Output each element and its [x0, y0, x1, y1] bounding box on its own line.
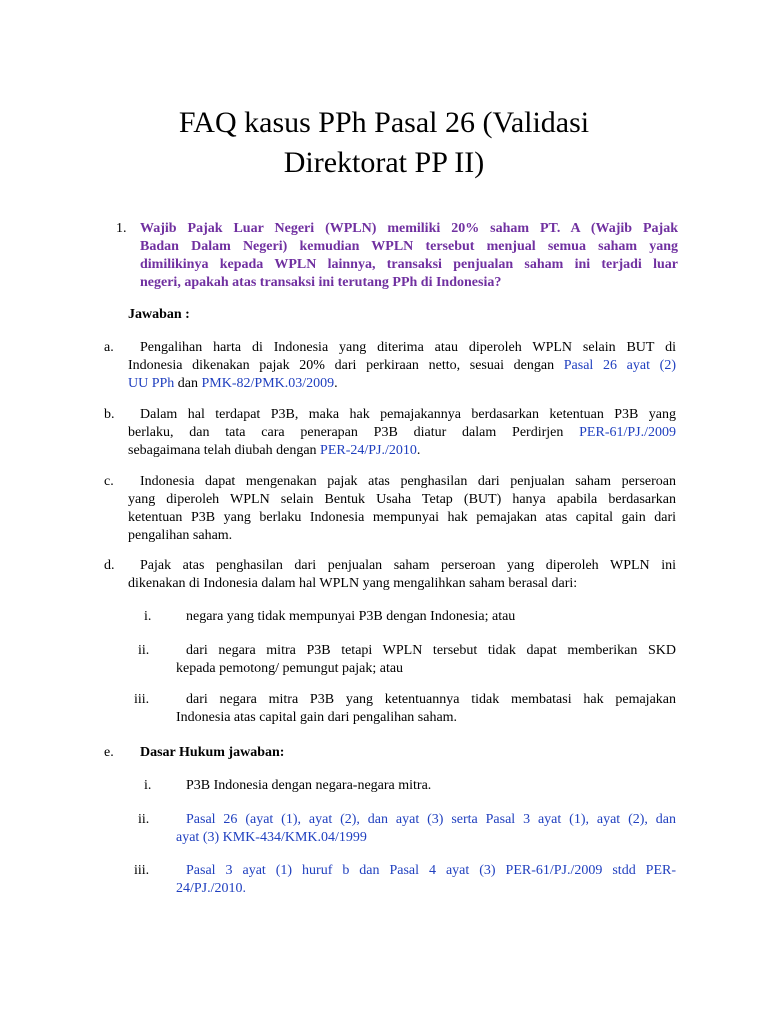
item-line: sebagaimana telah diubah dengan PER-24/PJ./2010.	[128, 443, 421, 458]
item-line: pengalihan saham.	[128, 528, 233, 543]
link-pmk-82[interactable]: PMK-82/PMK.03/2009	[201, 376, 335, 391]
title-line-2: Direktorat PP II)	[283, 146, 485, 179]
title-line-1: FAQ kasus PPh Pasal 26 (Validasi	[178, 106, 590, 139]
sub-line: dari negara mitra P3B tetapi WPLN tersebut tidak dapat memberikan SKD	[186, 643, 676, 658]
item-line: Pajak atas penghasilan dari penjualan saham perseroan yang diperoleh WPLN ini	[140, 558, 676, 573]
answer-item-c	[104, 473, 676, 545]
link-uu-pph[interactable]: UU PPh	[128, 376, 175, 391]
item-line: UU PPh dan PMK-82/PMK.03/2009.	[128, 376, 338, 391]
item-line: Dalam hal terdapat P3B, maka hak pemajakannya berdasarkan ketentuan P3B yang	[140, 407, 676, 422]
link-per-61[interactable]: PER-61/PJ./2009	[579, 425, 676, 440]
question-number: 1.	[116, 221, 127, 236]
answer-item-d	[104, 557, 676, 593]
question-line: dimilikinya kepada WPLN lainnya, transaksi penjualan saham ini terjadi luar	[140, 257, 678, 272]
sub-line-link[interactable]: ayat (3) KMK-434/KMK.04/1999	[176, 830, 367, 845]
legal-basis-heading: Dasar Hukum jawaban:	[140, 745, 285, 760]
sub-item-e-i	[142, 777, 676, 795]
item-line: berlaku, dan tata cara penerapan P3B diatur dalam Perdirjen PER-61/PJ./2009	[128, 425, 676, 440]
item-marker: b.	[104, 407, 115, 422]
item-line: dikenakan di Indonesia dalam hal WPLN yang mengalihkan saham berasal dari:	[128, 576, 578, 591]
item-line: Indonesia dikenakan pajak 20% dari perkiraan netto, sesuai dengan Pasal 26 ayat (2)	[128, 358, 676, 373]
sub-marker: iii.	[134, 692, 150, 707]
sub-marker: i.	[144, 609, 152, 624]
sub-line: kepada pemotong/ pemungut pajak; atau	[176, 661, 404, 676]
item-marker: c.	[104, 474, 114, 489]
sub-item-e-ii	[138, 811, 676, 847]
sub-line: Indonesia atas capital gain dari pengalihan saham.	[176, 710, 458, 725]
answer-item-a	[104, 339, 676, 393]
question-line: Badan Dalam Negeri) kemudian WPLN tersebut menjual semua saham yang	[140, 239, 678, 254]
sub-item-d-ii	[138, 642, 676, 678]
question-line: Wajib Pajak Luar Negeri (WPLN) memiliki 20% saham PT. A (Wajib Pajak	[140, 221, 678, 236]
question-1	[116, 220, 678, 292]
sub-item-d-iii	[134, 691, 676, 727]
link-per-24[interactable]: PER-24/PJ./2010	[320, 443, 417, 458]
sub-marker: ii.	[138, 643, 150, 658]
sub-item-d-i	[142, 608, 676, 626]
document-title	[0, 103, 768, 183]
question-text	[140, 220, 678, 292]
item-marker: e.	[104, 745, 114, 760]
sub-marker: iii.	[134, 863, 150, 878]
sub-marker: ii.	[138, 812, 150, 827]
sub-item-e-iii	[134, 862, 676, 898]
sub-line: dari negara mitra P3B yang ketentuannya tidak membatasi hak pemajakan	[186, 692, 676, 707]
sub-line-link[interactable]: Pasal 26 (ayat (1), ayat (2), dan ayat (3) serta Pasal 3 ayat (1), ayat (2), dan	[186, 812, 676, 827]
answer-label: Jawaban :	[128, 307, 190, 322]
item-line: yang diperoleh WPLN selain Bentuk Usaha Tetap (BUT) hanya apabila berdasarkan	[128, 492, 676, 507]
item-line: Indonesia dapat mengenakan pajak atas penghasilan dari penjualan saham perseroan	[140, 474, 676, 489]
sub-line: P3B Indonesia dengan negara-negara mitra.	[186, 778, 432, 793]
sub-line-link[interactable]: 24/PJ./2010.	[176, 881, 247, 896]
item-marker: a.	[104, 340, 114, 355]
answer-item-b	[104, 406, 676, 460]
question-line: negeri, apakah atas transaksi ini terutang PPh di Indonesia?	[140, 275, 502, 290]
answer-item-e	[104, 744, 676, 762]
item-line: Pengalihan harta di Indonesia yang diterima atau diperoleh WPLN selain BUT di	[140, 340, 676, 355]
sub-marker: i.	[144, 778, 152, 793]
sub-line-link[interactable]: Pasal 3 ayat (1) huruf b dan Pasal 4 ayat (3) PER-61/PJ./2009 stdd PER-	[186, 863, 676, 878]
link-pasal-26-ayat-2[interactable]: Pasal 26 ayat (2)	[563, 358, 676, 373]
sub-line: negara yang tidak mempunyai P3B dengan Indonesia; atau	[186, 609, 516, 624]
item-line: ketentuan P3B yang berlaku Indonesia mempunyai hak pemajakan atas capital gain dari	[128, 510, 676, 525]
item-marker: d.	[104, 558, 115, 573]
